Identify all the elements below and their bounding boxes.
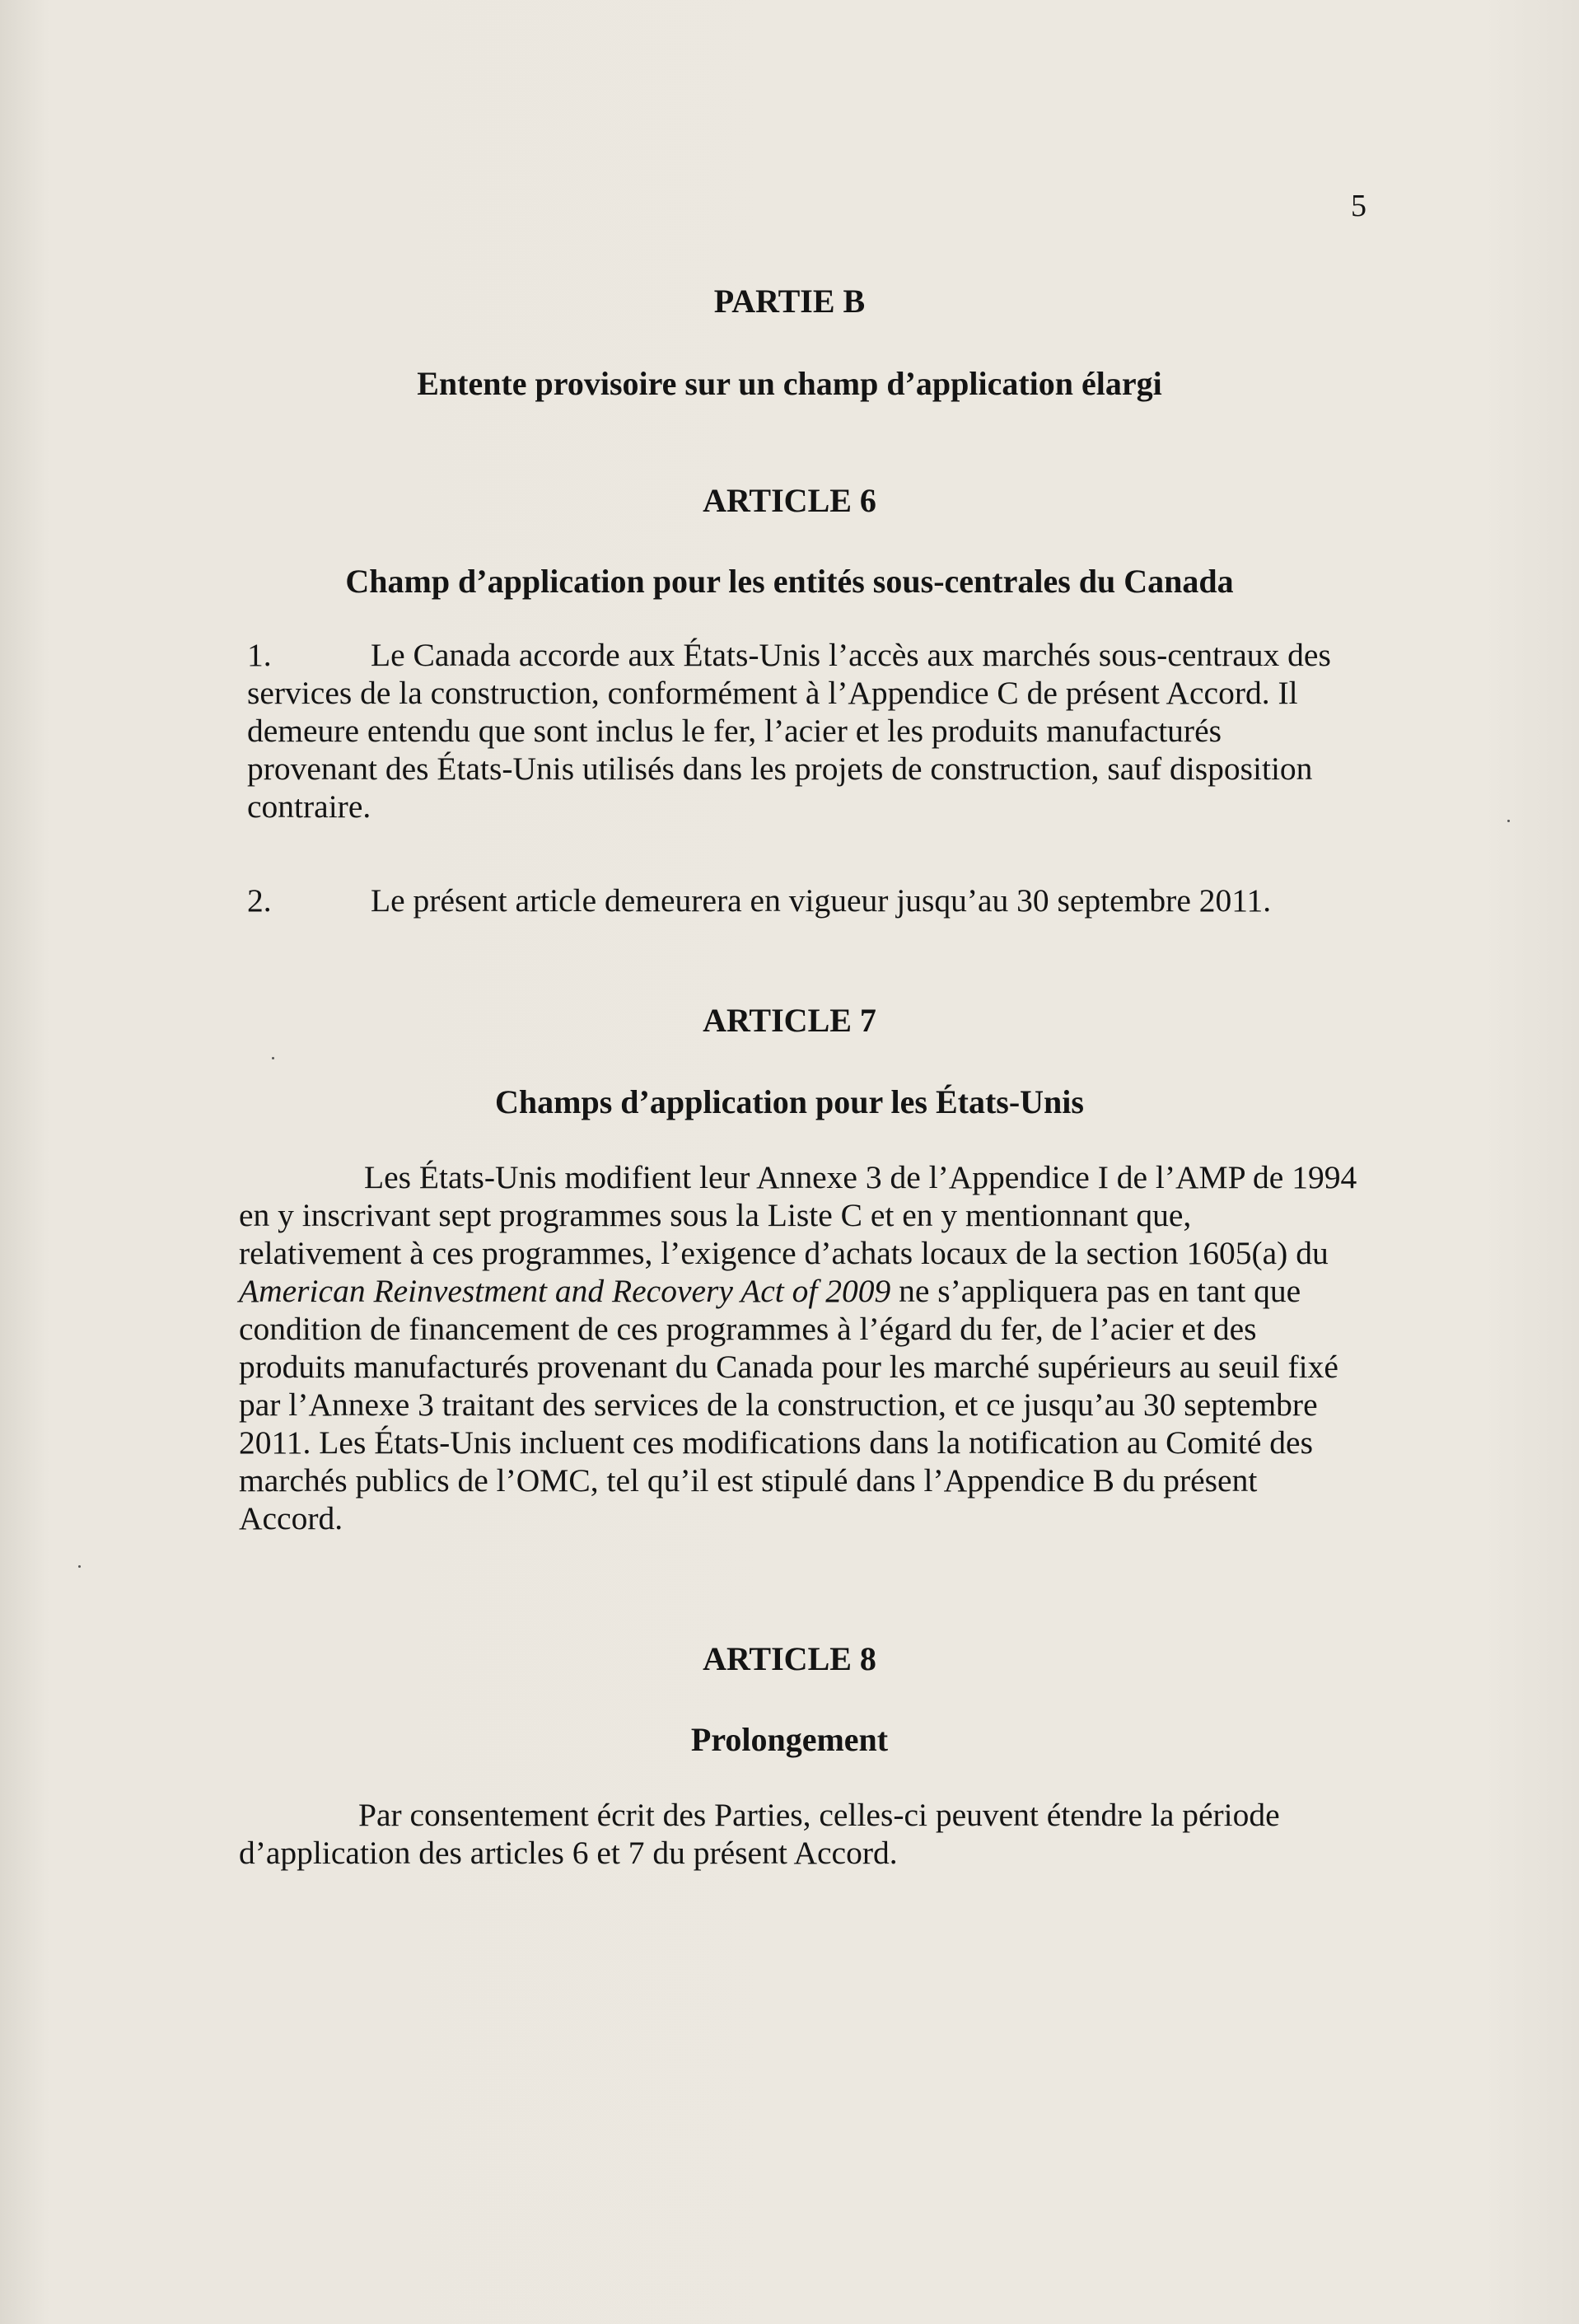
article-6-paragraph-1 — [247, 636, 1351, 825]
article-7-paragraph — [239, 1158, 1359, 1537]
speck — [1507, 820, 1510, 822]
article-8-subtitle: Prolongement — [690, 1721, 889, 1758]
article-8-title: ARTICLE 8 — [703, 1640, 876, 1677]
part-subtitle: Entente provisoire sur un champ d’application élargi — [417, 365, 1162, 402]
article-6-title: ARTICLE 6 — [703, 482, 876, 519]
paragraph-text: Le Canada accorde aux États-Unis l’accès aux marchés sous-centraux des services de la construction, conformément à l’Appendice C de présent Accord. Il demeure entendu que sont inclus le fer, l’acier et les produits manufacturés provenant des États-Unis utilisés dans les projets de construction, sauf disposition contraire. — [247, 637, 1331, 825]
paragraph-text-start: Les États-Unis modifient leur Annexe 3 de l’Appendice I de l’AMP de 1994 en y inscrivant sept programmes sous la Liste C et en y mentionnant que, relativement à ces programmes, l’exigence d’achats locaux de la section 1605(a) du — [239, 1159, 1357, 1271]
speck — [78, 1565, 81, 1568]
paragraph-number: 1. — [247, 637, 272, 673]
page-number: 5 — [1351, 189, 1366, 223]
article-7-title: ARTICLE 7 — [703, 1002, 876, 1039]
article-7-subtitle: Champs d’application pour les États-Unis — [495, 1083, 1084, 1120]
article-6-paragraph-2 — [247, 881, 1351, 919]
paragraph-number: 2. — [247, 882, 272, 919]
act-title-italic: American Reinvestment and Recovery Act of 2009 — [239, 1273, 891, 1309]
paragraph-text-end: ne s’appliquera pas en tant que condition de financement de ces programmes à l’égard du fer, de l’acier et des produits manufacturés provenant du Canada pour les marché supérieurs au seuil fixé par l’Annexe 3 traitant des services de la construction, et ce jusqu’au 30 septembre 2011. Les États-Unis incluent ces modifications dans la notification au Comité des marchés publics de l’OMC, tel qu’il est stipulé dans l’Appendice B du présent Accord. — [239, 1273, 1338, 1536]
paragraph-text: Le présent article demeurera en vigueur jusqu’au 30 septembre 2011. — [371, 882, 1272, 919]
part-title: PARTIE B — [713, 283, 866, 320]
speck — [272, 1057, 274, 1059]
article-6-subtitle: Champ d’application pour les entités sous-centrales du Canada — [345, 563, 1234, 600]
article-8-paragraph: Par consentement écrit des Parties, celles-ci peuvent étendre la période d’application des articles 6 et 7 du présent Accord. — [239, 1797, 1280, 1871]
